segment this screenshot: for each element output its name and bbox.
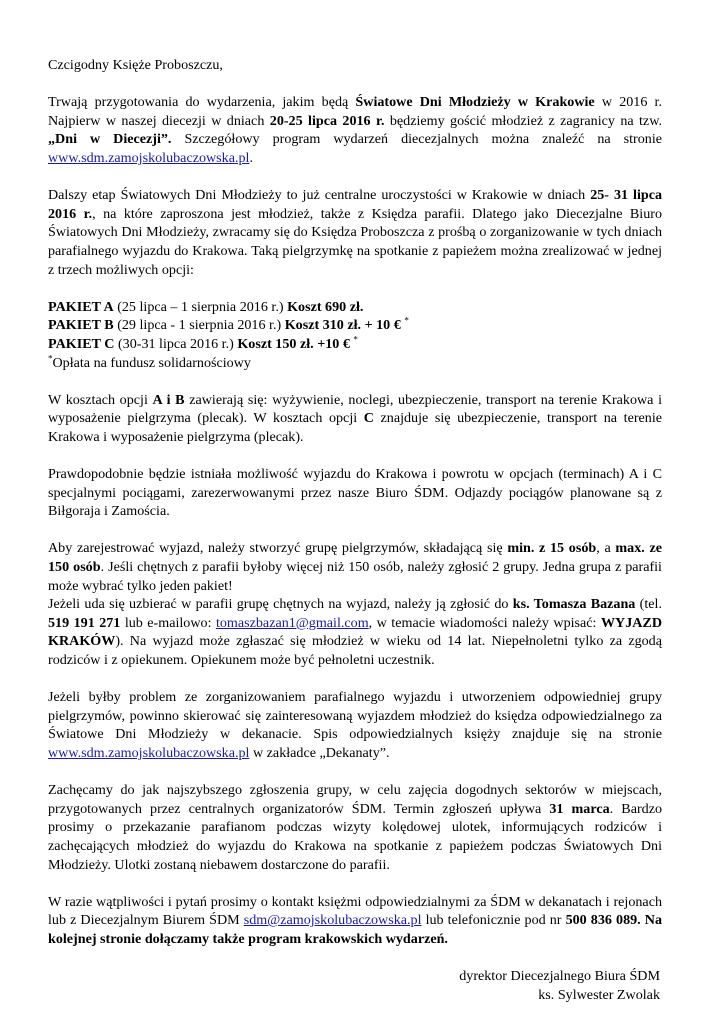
- contact-email-link[interactable]: tomaszbazan1@gmail.com: [215, 614, 369, 631]
- paragraph-krakow: [48, 186, 662, 279]
- bold-text: Światowe Dni Młodzieży w Krakowie: [355, 94, 595, 111]
- package-a: [48, 298, 662, 317]
- package-dates: (30-31 lipca 2016 r.): [114, 335, 238, 352]
- text: zawierają się: wyżywienie, noclegi, ubezpieczenie, transport na terenie Krakowa i wyposażenie pielgrzyma (plecak). W kosztach opcji: [48, 391, 663, 427]
- text: Dalszy etap Światowych Dni Młodzieży to już centralne uroczystości w Krakowie w dniach: [48, 187, 591, 204]
- text: lub e-mailowo:: [120, 614, 216, 631]
- paragraph-intro: [48, 93, 662, 167]
- office-email-link[interactable]: sdm@zamojskolubaczowska.pl: [243, 912, 422, 929]
- package-name: PAKIET C: [48, 335, 115, 352]
- greeting: Czcigodny Księże Proboszczu,: [48, 57, 223, 73]
- paragraph-deadline: [48, 781, 662, 874]
- text: w 2016 r. Najpierw w naszej diecezji w dniach: [48, 94, 662, 129]
- paragraph-costs: [48, 391, 662, 447]
- packages-list: [48, 298, 662, 372]
- text: znajduje się ubezpieczenie, transport na terenie Krakowa i wyposażenie pielgrzyma (plecak).: [48, 410, 662, 445]
- deadline-date: 31 marca: [549, 800, 610, 817]
- text: , na które zaproszona jest młodzież, także z Księdza parafii. Dlatego jako Diecezjalne Biuro Światowych Dni Młodzieży, zwracamy się do Księdza Proboszcza z prośbą o zorganizowanie w tych dniach parafialnego wyjazdu do Krakowa. Taką pielgrzymkę na spotkanie z papieżem można zrealizować w jednej z trzech możliwych opcji:: [48, 205, 662, 278]
- text: lub telefonicznie pod nr: [421, 912, 566, 929]
- footnote: [48, 354, 662, 373]
- signature-title: dyrektor Diecezjalnego Biura ŚDM: [459, 968, 660, 985]
- text: będziemy gościć młodzież z zagranicy na tzw.: [384, 112, 662, 129]
- text: . Bardzo prosimy o przekazanie parafianom podczas wizyty kolędowej ulotek, informujących rodziców i zachęcających młodzież do wyjazdu do Krakowa na spotkanie z papieżem podczas Światowych Dni Młodzieży. Ulotki zostaną niebawem dostarczone do parafii.: [48, 800, 662, 873]
- package-dates: (25 lipca – 1 sierpnia 2016 r.): [113, 298, 288, 315]
- text: . Jeśli chętnych z parafii byłoby więcej niż 150 osób, należy zgłosić 2 grupy. Jedna grupa z parafii może wybrać tylko jeden pakiet!: [48, 559, 662, 594]
- package-b: [48, 316, 662, 335]
- text: Trwają przygotowania do wydarzenia, jakim będą: [48, 94, 356, 111]
- text: w zakładce „Dekanaty”.: [249, 744, 390, 761]
- footnote-mark: *: [353, 334, 358, 345]
- email-subject: WYJAZD KRAKÓW: [48, 614, 663, 650]
- footnote-mark: *: [48, 352, 53, 363]
- text: , a: [596, 540, 616, 557]
- package-cost: Koszt 150 zł. +10 €: [237, 335, 350, 352]
- text: Szczegółowy program wydarzeń diecezjalnych można znaleźć na stronie: [171, 131, 663, 148]
- package-c: [48, 335, 662, 354]
- package-dates: (29 lipca - 1 sierpnia 2016 r.): [113, 317, 285, 334]
- bold-text: „Dni w Diecezji”.: [48, 131, 172, 148]
- bold-text: A i B: [152, 391, 185, 408]
- contact-phone: 519 191 271: [48, 614, 121, 631]
- sdm-website-link[interactable]: www.sdm.zamojskolubaczowska.pl: [48, 744, 250, 761]
- text: W razie wątpliwości i pytań prosimy o kontakt księżmi odpowiedzialnymi za ŚDM w dekanatach i rejonach lub z Diecezjalnym Biurem ŚDM: [48, 893, 662, 929]
- bold-text: min. z 15 osób: [507, 540, 597, 557]
- paragraph-deanery: [48, 688, 662, 762]
- package-cost: Koszt 690 zł.: [287, 298, 364, 315]
- package-name: PAKIET A: [48, 298, 114, 315]
- text: Zachęcamy do jak najszybszego zgłoszenia grupy, w celu zajęcia dogodnych sektorów w miejscach, przygotowanych przez centralnych organizatorów ŚDM. Termin zgłoszeń upływa: [48, 782, 662, 817]
- text: (tel.: [635, 596, 662, 613]
- bold-text: max. ze 150 osób: [48, 540, 662, 576]
- text: Aby zarejestrować wyjazd, należy stworzyć grupę pielgrzymów, składającą się: [48, 540, 508, 557]
- package-cost: Koszt 310 zł. + 10 €: [284, 317, 401, 334]
- text: ). Na wyjazd może zgłaszać się młodzież w wieku od 14 lat. Niepełnoletni tylko za zgodą rodziców i z opiekunem. Opiekunem może być pełnoletni uczestnik.: [48, 633, 662, 668]
- bold-text: 25- 31 lipca 2016 r.: [48, 187, 662, 222]
- bold-text: 500 836 089. Na kolejnej stronie dołączamy także program krakowskich wydarzeń.: [48, 912, 662, 947]
- text: Jeżeli uda się uzbierać w parafii grupę chętnych na wyjazd, należy ją zgłosić do: [48, 596, 513, 613]
- paragraph-registration: [48, 539, 662, 669]
- text: , w temacie wiadomości należy wpisać:: [368, 614, 601, 631]
- contact-name: ks. Tomasza Bazana: [512, 596, 636, 613]
- signature-block: [48, 967, 662, 1004]
- bold-text: 20-25 lipca 2016 r.: [269, 112, 385, 129]
- footnote-text: Opłata na fundusz solidarnościowy: [52, 354, 251, 371]
- text: Jeżeli byłby problem ze zorganizowaniem parafialnego wyjazdu i utworzeniem odpowiedniej grupy pielgrzymów, powinno skierować się zainteresowaną wyjazdem młodzież do księdza odpowiedzialnego za Światowe Dni Młodzieży w dekanacie. Spis odpowiedzialnych księży znajduje się na stronie: [48, 689, 662, 743]
- text: .: [249, 149, 253, 166]
- paragraph-contact: [48, 893, 662, 949]
- text: W kosztach opcji: [48, 391, 153, 408]
- bold-text: C: [363, 410, 374, 427]
- footnote-mark: *: [404, 315, 409, 326]
- signature-name: ks. Sylwester Zwolak: [538, 986, 660, 1003]
- paragraph-trains: Prawdopodobnie będzie istniała możliwość wyjazdu do Krakowa i powrotu w opcjach (terminach) A i C specjalnymi pociągami, zarezerwowanymi przez nasze Biuro ŚDM. Odjazdy pociągów planowane są z Biłgoraja i Zamościa.: [48, 466, 662, 520]
- package-name: PAKIET B: [48, 317, 114, 334]
- sdm-website-link[interactable]: www.sdm.zamojskolubaczowska.pl: [48, 149, 250, 166]
